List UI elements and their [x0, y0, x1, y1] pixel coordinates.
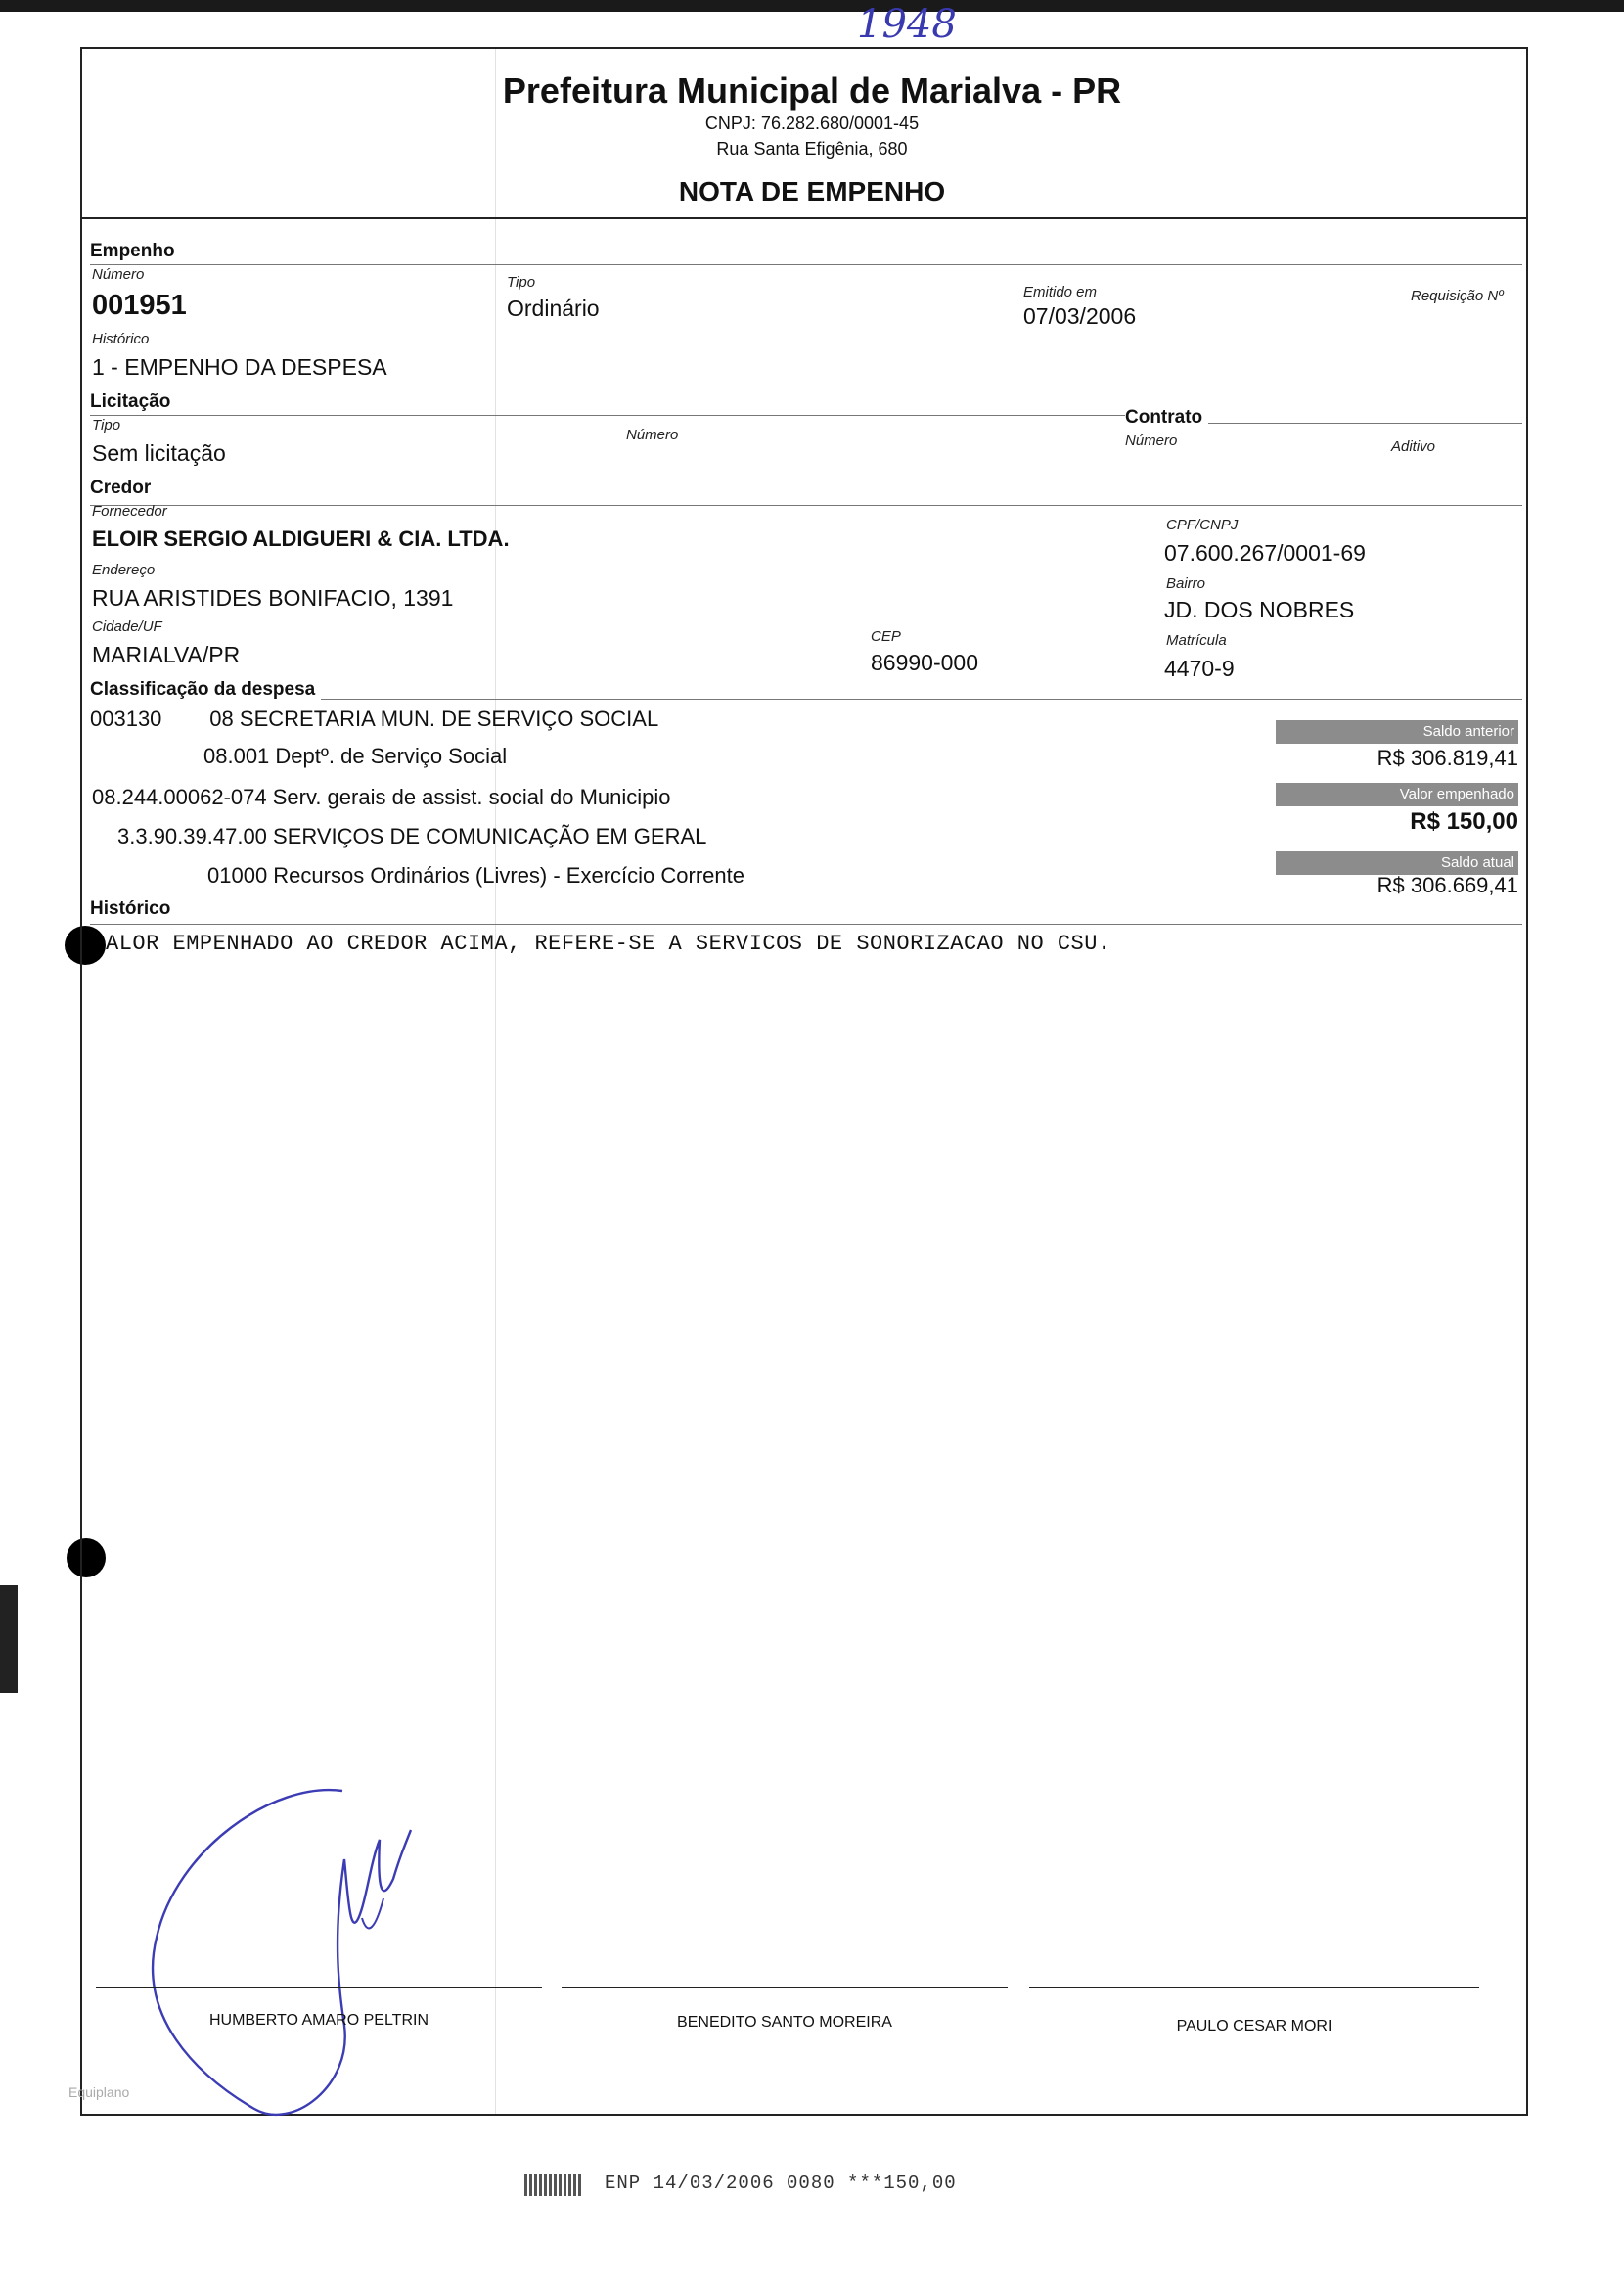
endereco-value: RUA ARISTIDES BONIFACIO, 1391 — [92, 585, 454, 611]
empenho-tipo: Ordinário — [507, 296, 600, 321]
empenho-rule — [90, 264, 1522, 265]
saldo-anterior-label: Saldo anterior — [1276, 720, 1518, 744]
municipality-title: Prefeitura Municipal de Marialva - PR — [502, 70, 1122, 111]
cidade-label: Cidade/UF — [92, 618, 162, 635]
cidade-value: MARIALVA/PR — [92, 642, 241, 667]
classificacao-recurso: 01000 Recursos Ordinários (Livres) - Exercício Corrente — [207, 863, 744, 888]
licitacao-tipo: Sem licitação — [92, 440, 226, 466]
empenho-numero: 001951 — [92, 290, 187, 321]
empenho-historico: 1 - EMPENHO DA DESPESA — [92, 354, 387, 380]
cpf-value: 07.600.267/0001-69 — [1164, 540, 1366, 566]
saldo-anterior-value: R$ 306.819,41 — [1376, 746, 1518, 770]
contrato-aditivo-label: Aditivo — [1391, 438, 1436, 455]
signature-name-2: BENEDITO SANTO MOREIRA — [677, 2014, 892, 2031]
saldo-atual-value: R$ 306.669,41 — [1376, 873, 1518, 897]
cpf-label: CPF/CNPJ — [1166, 517, 1239, 533]
credor-rule — [90, 505, 1522, 506]
classificacao-elemento: 3.3.90.39.47.00 SERVIÇOS DE COMUNICAÇÃO EM GERAL — [117, 824, 707, 848]
saldo-atual-label: Saldo atual — [1276, 851, 1518, 875]
matricula-value: 4470-9 — [1164, 656, 1235, 681]
licitacao-rule — [90, 415, 1127, 416]
scan-edge-mark — [0, 1585, 18, 1693]
bank-stamp-text: ENP 14/03/2006 0080 ***150,00 — [605, 2172, 957, 2194]
cep-label: CEP — [871, 628, 901, 645]
signature-line-1 — [96, 1987, 542, 1988]
licitacao-numero-label: Número — [626, 427, 679, 443]
fornecedor-name: ELOIR SERGIO ALDIGUERI & CIA. LTDA. — [92, 526, 510, 551]
classificacao-section-title: Classificação da despesa — [90, 679, 321, 701]
empenho-historico-label: Histórico — [92, 331, 150, 347]
historico-section-title: Histórico — [90, 898, 176, 920]
emitido-label: Emitido em — [1023, 284, 1098, 300]
signature-name-3: PAULO CESAR MORI — [1176, 2018, 1332, 2034]
credor-section-title: Credor — [90, 478, 157, 499]
historico-rule — [90, 924, 1522, 925]
fornecedor-label: Fornecedor — [92, 503, 167, 520]
scan-top-edge — [0, 0, 1624, 12]
valor-empenhado-label: Valor empenhado — [1276, 783, 1518, 806]
matricula-label: Matrícula — [1166, 632, 1227, 649]
bairro-label: Bairro — [1166, 575, 1206, 592]
municipality-address: Rua Santa Efigênia, 680 — [716, 139, 908, 159]
signature-line-2 — [562, 1987, 1008, 1988]
empenho-numero-label: Número — [92, 266, 145, 283]
contrato-numero-label: Número — [1125, 433, 1178, 449]
classificacao-orgao: 003130 08 SECRETARIA MUN. DE SERVIÇO SOCIAL — [90, 707, 659, 731]
document-title: NOTA DE EMPENHO — [678, 176, 946, 206]
licitacao-tipo-label: Tipo — [92, 417, 121, 434]
bairro-value: JD. DOS NOBRES — [1164, 597, 1355, 622]
signature-line-3 — [1029, 1987, 1479, 1988]
classificacao-unidade: 08.001 Deptº. de Serviço Social — [203, 744, 508, 768]
municipality-cnpj: CNPJ: 76.282.680/0001-45 — [704, 114, 920, 133]
cep-value: 86990-000 — [871, 650, 978, 675]
endereco-label: Endereço — [92, 562, 156, 578]
emitido-date: 07/03/2006 — [1023, 303, 1137, 329]
empenho-tipo-label: Tipo — [507, 274, 536, 291]
requisicao-label: Requisição Nº — [1411, 288, 1504, 304]
handwritten-signature — [117, 1761, 489, 2133]
licitacao-section-title: Licitação — [90, 391, 176, 413]
historico-text: ALOR EMPENHADO AO CREDOR ACIMA, REFERE-SE A SERVICOS DE SONORIZACAO NO CSU. — [106, 932, 1111, 956]
header-divider — [80, 217, 1528, 219]
classificacao-funcional: 08.244.00062-074 Serv. gerais de assist. social do Municipio — [92, 785, 671, 809]
handwritten-reference: 1948 — [857, 2, 957, 47]
contrato-section-title: Contrato — [1125, 407, 1208, 429]
valor-empenhado-value: R$ 150,00 — [1410, 808, 1518, 835]
empenho-section-title: Empenho — [90, 241, 181, 262]
equiplano-watermark: Equiplano — [68, 2084, 130, 2100]
signature-name-1: HUMBERTO AMARO PELTRIN — [208, 2012, 429, 2029]
bank-stamp-logo — [524, 2174, 583, 2196]
